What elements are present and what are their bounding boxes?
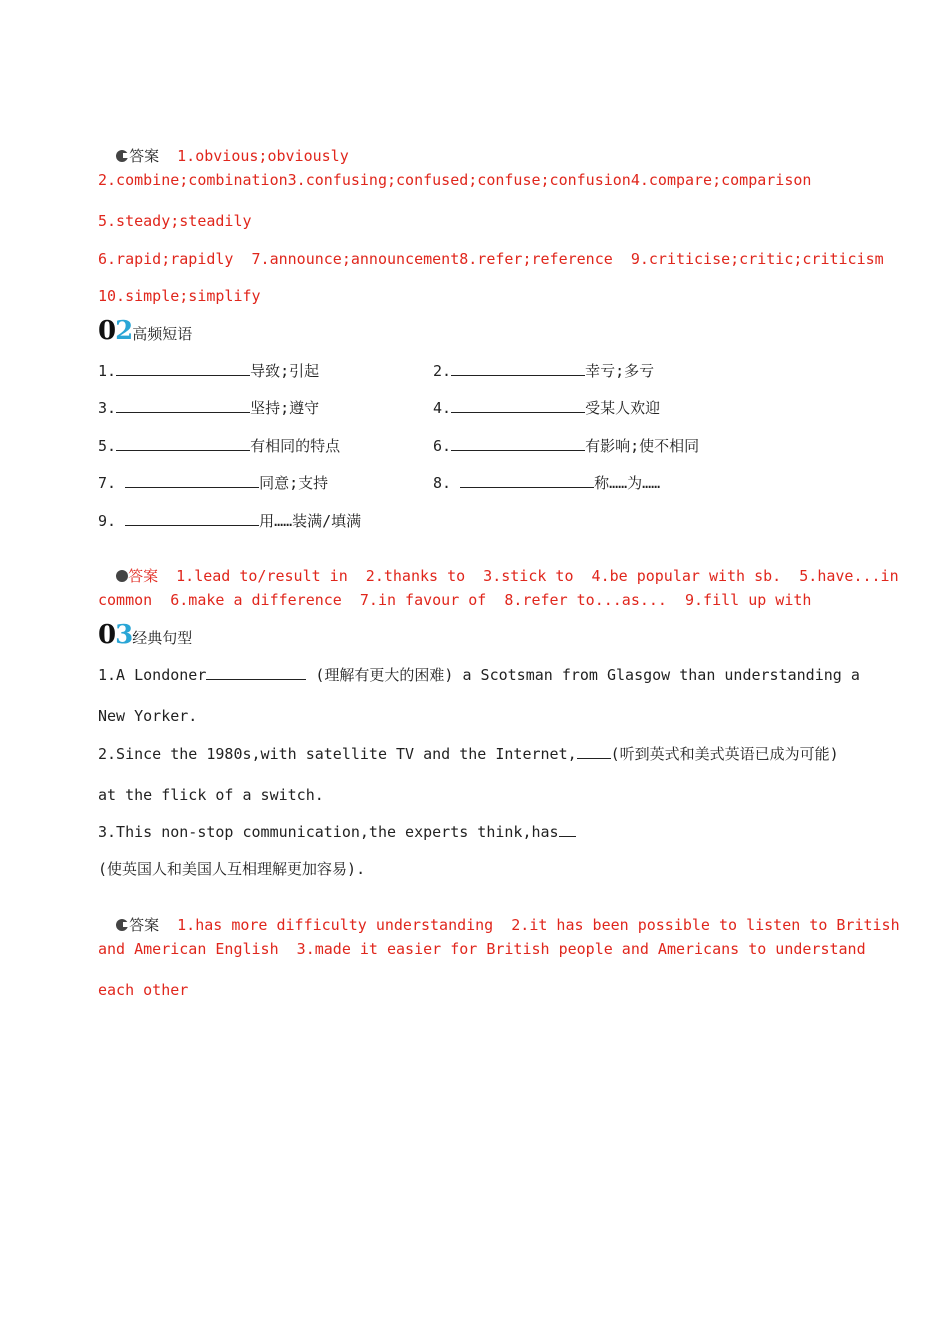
sentence-1-cont: New Yorker. bbox=[98, 707, 198, 725]
sentence-2-cont: at the flick of a switch. bbox=[98, 786, 324, 804]
blank[interactable] bbox=[125, 511, 259, 526]
vocab-answer-5: 10.simple;simplify bbox=[98, 287, 261, 305]
vocab-answer-3: 5.steady;steadily bbox=[98, 212, 252, 230]
phrase-answer-1: 1.lead to/result in 2.thanks to 3.stick to 4.be popular with sb. 5.have...in bbox=[176, 567, 899, 585]
blank[interactable] bbox=[116, 436, 250, 451]
section-heading-sentences bbox=[98, 620, 192, 650]
section-title: 高频短语 bbox=[132, 325, 193, 343]
vocab-answer-1: 1.obvious;obviously bbox=[177, 147, 349, 165]
sentence-3: 3.This non-stop communication,the experts think,has bbox=[98, 822, 576, 842]
answer-marker-icon bbox=[116, 919, 128, 931]
phrase-item-1: 1. 导致;引起 bbox=[98, 362, 320, 380]
phrase-answer-2: common 6.make a difference 7.in favour of 8.refer to...as... 9.fill up with bbox=[98, 591, 812, 609]
answer-marker-icon bbox=[116, 570, 128, 582]
blank[interactable] bbox=[125, 473, 259, 488]
answer-marker-icon bbox=[116, 150, 128, 162]
phrase-item-8: 8. 称……为…… bbox=[433, 474, 661, 492]
sentence-2: 2.Since the 1980s,with satellite TV and the Internet, (听到英式和美式英语已成为可能) bbox=[98, 745, 839, 763]
sentence-1: 1.A Londoner (理解有更大的困难) a Scotsman from Glasgow than understanding a bbox=[98, 666, 860, 684]
answer-label: 答案 bbox=[129, 916, 160, 934]
phrase-item-2: 2. 幸亏;多亏 bbox=[433, 362, 655, 380]
section-number: 02 bbox=[98, 316, 133, 346]
blank[interactable] bbox=[116, 361, 250, 376]
section-heading-phrases bbox=[98, 316, 192, 346]
phrase-answer-line-1 bbox=[98, 546, 899, 586]
answer-tag bbox=[116, 147, 159, 165]
sentence-3-cont: (使英国人和美国人互相理解更加容易). bbox=[98, 860, 366, 878]
blank[interactable] bbox=[451, 398, 585, 413]
blank[interactable] bbox=[577, 744, 611, 759]
section-title: 经典句型 bbox=[132, 629, 193, 647]
blank[interactable] bbox=[451, 361, 585, 376]
phrase-item-5: 5. 有相同的特点 bbox=[98, 437, 341, 455]
vocab-answer-4: 6.rapid;rapidly 7.announce;announcement8.refer;reference 9.criticise;critic;criticism bbox=[98, 250, 884, 268]
answer-label: 答案 bbox=[128, 567, 159, 585]
phrase-item-4: 4. 受某人欢迎 bbox=[433, 399, 661, 417]
blank[interactable] bbox=[460, 473, 594, 488]
blank[interactable] bbox=[206, 665, 306, 680]
sentence-answer-3: each other bbox=[98, 981, 189, 999]
phrase-item-9: 9. 用……装满/填满 bbox=[98, 512, 362, 530]
sentence-answer-line-1 bbox=[98, 895, 900, 935]
blank[interactable] bbox=[559, 822, 576, 837]
phrase-item-7: 7. 同意;支持 bbox=[98, 474, 329, 492]
phrase-item-3: 3. 坚持;遵守 bbox=[98, 399, 320, 417]
answer-label: 答案 bbox=[129, 147, 160, 165]
phrase-item-6: 6. 有影响;使不相同 bbox=[433, 437, 700, 455]
blank[interactable] bbox=[116, 398, 250, 413]
answer-line-1 bbox=[98, 126, 349, 166]
section-number: 03 bbox=[98, 620, 133, 650]
vocab-answer-2: 2.combine;combination3.confusing;confused;confuse;confusion4.compare;comparison bbox=[98, 171, 812, 189]
blank[interactable] bbox=[451, 436, 585, 451]
sentence-answer-2: and American English 3.made it easier for British people and Americans to understand bbox=[98, 940, 866, 958]
sentence-answer-1: 1.has more difficulty understanding 2.it has been possible to listen to British bbox=[177, 916, 900, 934]
